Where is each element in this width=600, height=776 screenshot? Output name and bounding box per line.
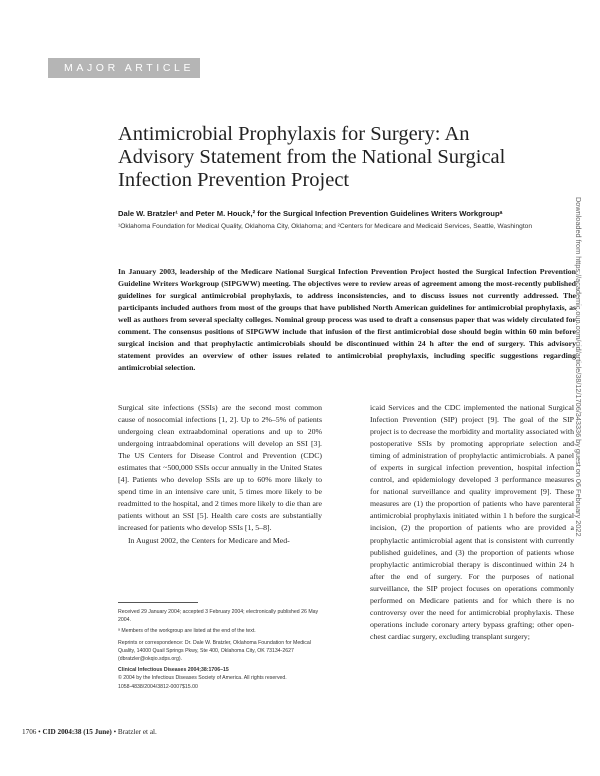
page-footer <box>22 728 157 736</box>
page-number: 1706 <box>22 728 37 736</box>
body-paragraph: icaid Services and the CDC implemented the national Surgical Infection Prevention (SIP) project [9]. The goal of the SIP project is to decrease the morbidity and mortality associated with postoperative SSIs by promoting appropriate selection and timing of administration of prophylactic antimicrobials. A panel of experts in surgical infection prevention, hospital infection control, and epidemiology developed 3 performance measures for national surveillance and quality improvement [9]. These measures are (1) the proportion of patients who have parenteral antimicrobial prophylaxis initiated within 1 h before the surgical incision, (2) the proportion of patients who are provided a prophylactic antimicrobial agent that is consistent with currently published guidelines, and (3) the proportion of patients whose prophylactic antimicrobial therapy is discontinued within 24 h after the end of surgery. For the purposes of national surveillance, the SIP project focuses on operations commonly performed on Medicare patients and for which there is no controversy over the need for antimicrobial prophylaxis. These operations include coronary artery bypass grafting; other open-chest cardiac surgery, excluding transplant surgery; <box>370 403 574 641</box>
members-note: ᵃ Members of the workgroup are listed at the end of the text. <box>118 628 256 635</box>
article-title: Antimicrobial Prophylaxis for Surgery: An Advisory Statement from the National Surgical Infection Prevention Project <box>118 123 506 191</box>
abstract: In January 2003, leadership of the Medicare National Surgical Infection Prevention Project hosted the Surgical Infection Prevention Guideline Writers Workgroup (SIPGWW) meeting. The objectives were to review areas of agreement among the most-recently published guidelines for surgical antimicrobial prophylaxis, to address inconsistencies, and to discuss issues not currently addressed. The participants included authors from most of the groups that have published North American guidelines for antimicrobial prophylaxis, as well as authors from several specialty colleges. Nominal group process was used to draft a consensus paper that was widely circulated for comment. The consensus positions of SIPGWW include that infusion of the first antimicrobial dose should begin within 60 min before surgical incision and that prophylactic antimicrobials should be discontinued within 24 h after the end of surgery. This advisory statement provides an overview of other issues related to antimicrobial prophylaxis, including specific suggestions regarding antimicrobial selection. <box>118 267 576 373</box>
body-column-right <box>370 402 574 643</box>
footnotes <box>118 608 326 691</box>
issn-note: 1058-4838/2004/3812-0007$15.00 <box>118 683 198 690</box>
journal-citation: Clinical Infectious Diseases 2004;38:1706–15 <box>118 667 229 674</box>
copyright-note: © 2004 by the Infectious Diseases Society of America. All rights reserved. <box>118 675 287 682</box>
received-note: Received 29 January 2004; accepted 3 February 2004; electronically published 26 May 2004. <box>118 609 319 624</box>
journal-issue: CID 2004:38 (15 June) <box>42 728 112 736</box>
bullet-separator: • <box>113 728 117 736</box>
body-paragraph: In August 2002, the Centers for Medicare and Med- <box>128 535 290 545</box>
footnote-divider <box>118 602 198 603</box>
body-column-left <box>118 402 322 547</box>
body-paragraph: Surgical site infections (SSIs) are the second most common cause of nosocomial infections [1, 2]. Up to 2%–5% of patients undergoing clean extraabdominal operations and up to 20% undergoing intraabdominal operations will develop an SSI [3]. The US Centers for Disease Control and Prevention (CDC) estimates that ~500,000 SSIs occur annually in the United States [4]. Patients who develop SSIs are up to 60% more likely to spend time in an intensive care unit, 5 times more likely to be readmitted to the hospital, and 2 times more likely to die than are patients without an SSI [5]. Health care costs are substantially increased for patients who develop SSIs [1, 5–8]. <box>118 403 322 533</box>
author-line: Dale W. Bratzler¹ and Peter M. Houck,² for the Surgical Infection Prevention Guidelines Writers Workgroupᵃ <box>118 209 503 218</box>
download-notice: Downloaded from https://academic.oup.com/cid/article/38/12/1706/343336 by guest on 06 February 2022 <box>574 197 583 537</box>
reprints-note: Reprints or correspondence: Dr. Dale W. Bratzler, Oklahoma Foundation for Medical Quality, 14000 Quail Springs Pkwy, Ste 400, Oklahoma City, OK 73134-2627 (dbratzler@okqio.sdps.org). <box>118 639 311 663</box>
affiliations: ¹Oklahoma Foundation for Medical Quality, Oklahoma City, Oklahoma; and ²Centers for Medicare and Medicaid Services, Seattle, Washington <box>118 223 533 230</box>
section-label: MAJOR ARTICLE <box>48 58 200 78</box>
bullet-separator: • <box>38 728 41 736</box>
running-author: Bratzler et al. <box>117 728 157 736</box>
